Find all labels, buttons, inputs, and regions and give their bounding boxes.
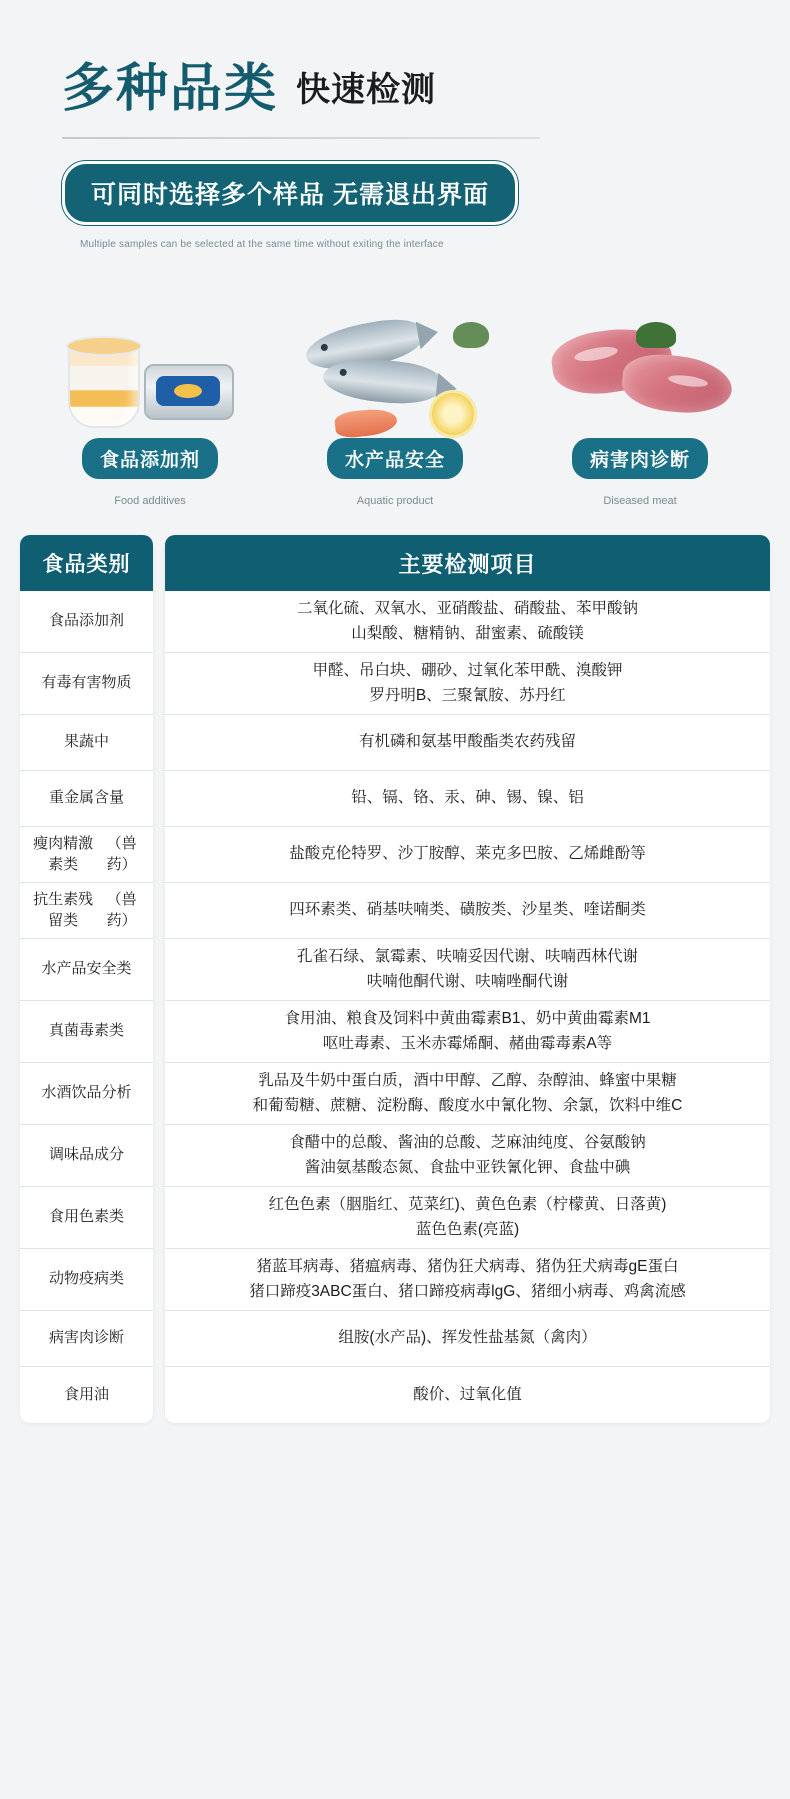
category-label: 分析 [101,1084,132,1102]
table-row [20,1249,153,1311]
category-card-diseased-meat [532,294,748,507]
item-line: 呋喃他酮代谢、呋喃唑酮代谢 [366,972,569,990]
item-line: 呕吐毒素、玉米赤霉烯酮、赭曲霉毒素A等 [322,1034,613,1052]
table-header-items: 主要检测项目 [165,535,770,591]
table-row [20,1367,153,1423]
category-label: 水酒饮品 [41,1084,102,1102]
item-text [285,1007,651,1057]
card-label-diseased-meat: 病害肉诊断 [572,438,708,479]
fish-shrimp-photo [295,304,495,444]
item-line: 猪口蹄疫3ABC蛋白、猪口蹄疫病毒lgG、猪细小病毒、鸡禽流感 [249,1282,686,1300]
item-text [297,597,638,647]
detection-items-table [20,535,770,1423]
item-text [253,1069,683,1119]
page-title [0,60,790,118]
category-label: 动物疫病类 [48,1270,124,1288]
card-image-aquatic-product [287,294,503,444]
herb-icon [636,322,676,348]
title-main: 多种品类 [62,60,279,118]
category-label: 食用油 [63,1385,109,1403]
item-line: 红色色素（胭脂红、苋菜红)、黄色色素（柠檬黄、日落黄) [268,1195,667,1213]
parsley-icon [453,322,489,348]
table-row [165,827,770,883]
card-label-aquatic-product: 水产品安全 [327,438,463,479]
table-row [20,1001,153,1063]
item-line: 盐酸克伦特罗、沙丁胺醇、莱克多巴胺、乙烯雌酚等 [289,845,646,863]
table-header-category: 食品类别 [20,535,153,591]
table-category-cells [20,591,153,1423]
item-line: 甲醛、吊白块、硼砂、过氧化苯甲酰、溴酸钾 [312,661,623,679]
table-row [165,1249,770,1311]
card-en-diseased-meat: Diseased meat [603,495,677,507]
table-row [20,883,153,939]
table-row [20,1187,153,1249]
item-line: 铅、镉、铬、汞、砷、锡、镍、铝 [351,789,584,807]
table-row [20,771,153,827]
table-row [20,715,153,771]
category-label: 调味品成分 [48,1146,124,1164]
item-line: 食用油、粮食及饲料中黄曲霉素B1、奶中黄曲霉素M1 [284,1009,651,1027]
item-line: 罗丹明B、三聚氰胺、苏丹红 [369,686,566,704]
category-label: （兽药） [106,835,137,873]
item-text [249,1255,686,1305]
item-text [351,786,584,811]
category-cards [42,294,748,507]
card-image-food-additives [42,294,258,444]
table-row [165,883,770,939]
item-line: 二氧化硫、双氧水、亚硝酸盐、硝酸盐、苯甲酸钠 [296,599,638,617]
table-row [165,1311,770,1367]
category-label: 抗生素残留类 [33,891,94,929]
table-row [165,715,770,771]
banner-wrap [62,161,790,225]
can-lid-icon [156,376,220,406]
item-line: 酸价、过氧化值 [413,1385,522,1403]
category-label: 瘦肉精激素类 [33,835,94,873]
table-column-items [165,535,770,1423]
feature-banner-en: Multiple samples can be selected at the same time without exiting the interface [80,239,444,250]
item-text [338,1326,596,1351]
card-image-diseased-meat [532,294,748,444]
table-row [165,1125,770,1187]
table-item-cells [165,591,770,1423]
item-text [289,1131,646,1181]
table-row [20,1063,153,1125]
table-row [165,1063,770,1125]
category-card-aquatic-product [287,294,503,507]
shrimp-icon [334,407,398,439]
item-line: 组胺(水产品)、挥发性盐基氮（禽肉） [338,1329,597,1347]
feature-banner: 可同时选择多个样品 无需退出界面 [62,161,518,225]
category-label: 食品添加剂 [48,612,124,630]
item-line: 山梨酸、糖精钠、甜蜜素、硫酸镁 [351,624,584,642]
category-label: 病害肉诊断 [48,1329,124,1347]
page-header [0,0,790,250]
item-text [289,842,646,867]
card-en-food-additives: Food additives [114,495,186,507]
table-row [20,591,153,653]
table-row [165,591,770,653]
item-text [297,945,638,995]
table-row [20,939,153,1001]
tin-can-icon [144,364,234,420]
category-label: 果蔬中 [63,733,109,751]
lemon-icon [429,390,477,438]
item-line: 酱油氨基酸态氮、食盐中亚铁氰化钾、食盐中碘 [304,1158,631,1176]
table-row [165,1367,770,1423]
category-label: 食用色素类 [48,1208,124,1226]
item-text [289,898,646,923]
item-line: 孔雀石绿、氯霉素、呋喃妥因代谢、呋喃西林代谢 [296,947,638,965]
title-sub: 快速检测 [296,71,437,109]
item-line: 和葡萄糖、蔗糖、淀粉酶、酸度水中氰化物、余氯，饮料中维C [252,1096,683,1114]
category-label: 真菌毒素类 [48,1022,124,1040]
category-label: 水产品安全类 [41,960,132,978]
title-divider [62,137,540,139]
card-en-aquatic-product: Aquatic product [356,495,434,507]
table-row [165,653,770,715]
item-line: 乳品及牛奶中蛋白质，酒中甲醇、乙醇、杂醇油、蜂蜜中果糖 [258,1071,677,1089]
dessert-can-photo [50,304,250,444]
item-line: 有机磷和氨基甲酸酯类农药残留 [358,733,576,751]
table-row [20,1125,153,1187]
item-line: 食醋中的总酸、酱油的总酸、芝麻油纯度、谷氨酸钠 [289,1133,646,1151]
table-row [165,771,770,827]
item-text [269,1193,667,1243]
card-label-food-additives: 食品添加剂 [82,438,218,479]
item-line: 四环素类、硝基呋喃类、磺胺类、沙星类、喹诺酮类 [289,901,646,919]
table-row [165,1001,770,1063]
item-line: 猪蓝耳病毒、猪瘟病毒、猪伪狂犬病毒、猪伪狂犬病毒gE蛋白 [256,1257,679,1275]
table-row [165,939,770,1001]
category-card-food-additives [42,294,258,507]
category-label: 有毒有害物质 [41,674,132,692]
item-line: 蓝色色素(亮蓝) [415,1220,520,1238]
table-row [20,827,153,883]
item-text [413,1383,522,1408]
item-text [312,659,622,709]
table-row [20,1311,153,1367]
table-column-category [20,535,153,1423]
raw-meat-photo [540,304,740,444]
item-text [359,730,576,755]
category-label: （兽药） [106,891,137,929]
table-row [165,1187,770,1249]
table-row [20,653,153,715]
category-label: 重金属含量 [48,789,124,807]
dessert-cup-icon [68,342,140,428]
